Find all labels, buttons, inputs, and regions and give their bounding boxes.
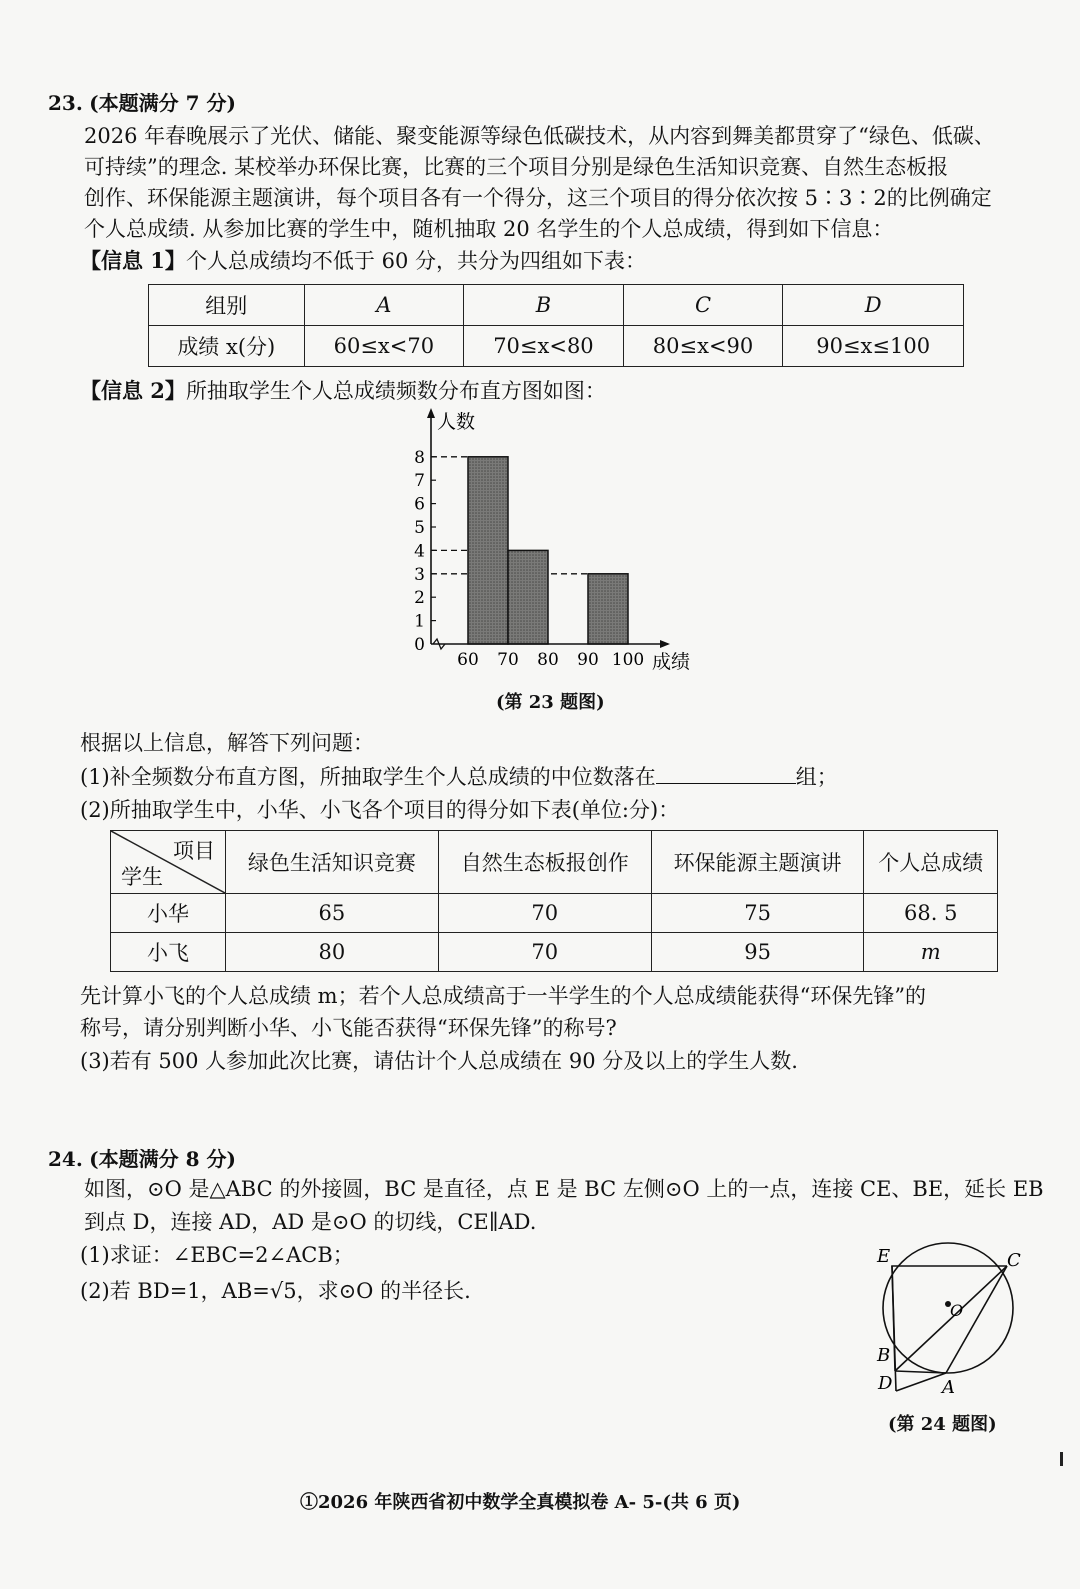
info2-text: 所抽取学生个人总成绩频数分布直方图如图：	[185, 379, 606, 403]
label-b: B	[877, 1345, 891, 1366]
table-row	[111, 894, 998, 933]
table-cell: 90≤x≤100	[783, 326, 964, 367]
y-tick-label: 6	[414, 494, 425, 515]
table-cell: 80	[226, 933, 439, 972]
x-axis-title: 成绩	[652, 651, 691, 673]
margin-mark	[1060, 1452, 1063, 1466]
table-row	[111, 831, 998, 894]
q24-header	[48, 1144, 236, 1174]
q23-part3: (3)若有 500 人参加此次比赛，请估计个人总成绩在 90 分及以上的学生人数.	[80, 1049, 798, 1073]
histogram-chart	[400, 404, 710, 676]
answer-blank[interactable]	[656, 763, 796, 784]
q23-prompt: 根据以上信息，解答下列问题：	[80, 731, 374, 755]
label-o: O	[950, 1301, 964, 1320]
q24-figure-caption: (第 24 题图)	[888, 1414, 997, 1435]
q23-intro-line: 可持续”的理念. 某校举办环保比赛，比赛的三个项目分别是绿色生活知识竞赛、自然生态板报	[84, 155, 949, 179]
q23-number: 23.	[48, 91, 83, 115]
table-header: 绿色生活知识竞赛	[226, 831, 439, 894]
table-header: 自然生态板报创作	[438, 831, 651, 894]
corner-label-student: 学生	[121, 865, 163, 889]
y-axis-arrow	[427, 408, 435, 418]
y-tick-label: 0	[414, 635, 425, 655]
table-row	[111, 933, 998, 972]
table-cell: B	[464, 285, 624, 326]
table-cell: A	[304, 285, 464, 326]
part1-suffix: 组；	[795, 765, 838, 789]
y-tick-label: 5	[414, 518, 425, 538]
q23-intro-line: 2026 年春晚展示了光伏、储能、聚变能源等绿色低碳技术，从内容到舞美都贯穿了“绿色、低碳、	[84, 124, 995, 148]
info1	[80, 246, 646, 276]
table-cell: 95	[651, 933, 864, 972]
q23-intro-line: 个人总成绩. 从参加比赛的学生中，随机抽取 20 名学生的个人总成绩，得到如下信息：	[84, 217, 894, 241]
table-header: 环保能源主题演讲	[651, 831, 864, 894]
y-tick-label: 4	[414, 541, 425, 562]
table-cell: C	[623, 285, 783, 326]
student-scores-table	[110, 830, 998, 972]
q24-text-line: 如图，⊙O 是△ABC 的外接圆，BC 是直径，点 E 是 BC 左侧⊙O 上的一点，连接 CE、BE，延长 EB	[84, 1177, 1044, 1201]
q23-part1	[80, 762, 838, 792]
q24-points: (本题满分 8 分)	[89, 1147, 236, 1171]
table-row	[149, 326, 964, 367]
score-groups-table	[148, 284, 964, 367]
table-cell: 70	[438, 933, 651, 972]
table-row	[149, 285, 964, 326]
q24-text-line: 到点 D，连接 AD，AD 是⊙O 的切线，CE∥AD.	[84, 1210, 537, 1234]
circle-geometry-figure	[862, 1236, 1034, 1404]
table-cell: m	[864, 933, 998, 972]
q23-header	[48, 88, 236, 118]
table-header: 个人总成绩	[864, 831, 998, 894]
table-cell: 70≤x<80	[464, 326, 624, 367]
y-tick-label: 1	[414, 611, 425, 632]
q24-part1: (1)求证：∠EBC=2∠ACB；	[80, 1243, 354, 1267]
y-tick-label: 7	[414, 471, 425, 492]
table-cell-header: 成绩 x(分)	[149, 326, 305, 367]
label-c: C	[1007, 1250, 1021, 1271]
tangent-ad	[896, 1373, 946, 1391]
table-cell: 小飞	[111, 933, 226, 972]
q23-part2-intro: (2)所抽取学生中，小华、小飞各个项目的得分如下表(单位:分)：	[80, 798, 680, 822]
table-cell: 68. 5	[864, 894, 998, 933]
x-tick-label: 90	[577, 650, 599, 670]
histogram-bar	[588, 574, 628, 644]
q23-part2-line: 先计算小飞的个人总成绩 m；若个人总成绩高于一半学生的个人总成绩能获得“环保先锋”的	[80, 984, 927, 1008]
q23-points: (本题满分 7 分)	[89, 91, 236, 115]
table-corner-cell	[111, 831, 226, 894]
y-tick-label: 2	[414, 588, 425, 609]
table-cell: 小华	[111, 894, 226, 933]
x-tick-label: 100	[611, 650, 645, 670]
label-d: D	[878, 1373, 893, 1394]
table-cell: 80≤x<90	[623, 326, 783, 367]
table-cell: 70	[438, 894, 651, 933]
x-axis-arrow	[660, 640, 670, 648]
x-tick-label: 70	[497, 650, 519, 670]
x-tick-label: 60	[457, 650, 479, 670]
table-cell: 60≤x<70	[304, 326, 464, 367]
q24-number: 24.	[48, 1147, 83, 1171]
q23-figure-caption: (第 23 题图)	[496, 692, 605, 713]
segment-ba	[895, 1371, 946, 1373]
table-cell-header: 组别	[149, 285, 305, 326]
info2-tag: 【信息 2】	[80, 378, 186, 403]
x-tick-label: 80	[537, 650, 559, 670]
q24-part2: (2)若 BD=1，AB=√5，求⊙O 的半径长.	[80, 1279, 471, 1303]
info1-text: 个人总成绩均不低于 60 分，共分为四组如下表：	[185, 249, 647, 273]
label-a: A	[942, 1377, 955, 1398]
page-footer: ①2026 年陕西省初中数学全真模拟卷 A- 5-(共 6 页)	[300, 1492, 741, 1513]
table-cell: 75	[651, 894, 864, 933]
line-ed	[892, 1266, 896, 1391]
corner-label-project: 项目	[173, 839, 215, 863]
y-tick-label: 8	[414, 447, 425, 468]
histogram-bar	[508, 550, 548, 644]
table-cell: 65	[226, 894, 439, 933]
part1-text: (1)补全频数分布直方图，所抽取学生个人总成绩的中位数落在	[80, 765, 656, 789]
q23-intro-line: 创作、环保能源主题演讲，每个项目各有一个得分，这三个项目的得分依次按 5∶3∶2的比例确定	[84, 186, 992, 210]
q23-part2-line: 称号，请分别判断小华、小飞能否获得“环保先锋”的称号?	[80, 1016, 617, 1040]
info1-tag: 【信息 1】	[80, 248, 186, 273]
table-cell: D	[783, 285, 964, 326]
y-tick-label: 3	[414, 564, 425, 585]
histogram-bar	[468, 457, 508, 644]
label-e: E	[877, 1246, 891, 1267]
info2	[80, 376, 606, 406]
y-axis-title: 人数	[437, 411, 476, 433]
circle-o	[883, 1243, 1013, 1373]
